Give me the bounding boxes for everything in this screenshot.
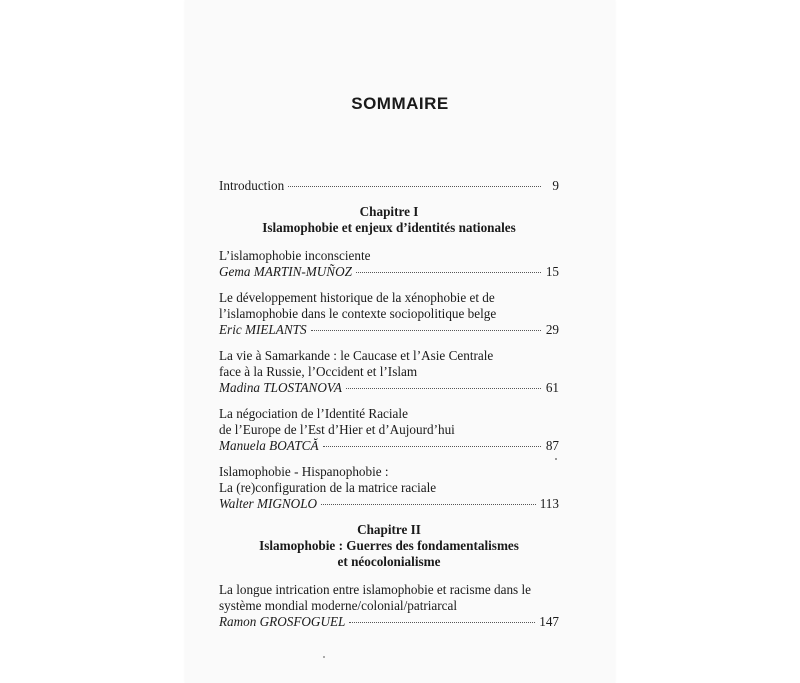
toc-entry-title: système mondial moderne/colonial/patriarcal [219,598,458,613]
toc-author-row [219,614,559,630]
page-title: SOMMAIRE [351,94,449,113]
chapter-subtitle: Islamophobie : Guerres des fondamentalismes [259,538,519,553]
dot-leader [356,272,541,273]
toc-page-number: 61 [545,380,559,395]
toc-author: Madina TLOSTANOVA [219,380,342,395]
dot-leader [349,622,535,623]
toc-entry [219,290,559,338]
toc-author: Eric MIELANTS [219,322,307,337]
toc-entry-title: de l’Europe de l’Est d’Hier et d’Aujourd’hui [219,422,455,437]
chapter-number: Chapitre I [359,204,419,219]
toc-entry-title: Introduction [219,178,285,193]
page-speck [323,656,325,658]
toc-author: Gema MARTIN-MUÑOZ [219,264,352,279]
toc-author: Ramon GROSFOGUEL [219,614,346,629]
chapter-subtitle: et néocolonialisme [337,554,441,569]
chapter-heading [219,522,559,570]
toc-entry [219,248,559,280]
toc-entry-title: L’islamophobie inconsciente [219,248,371,263]
toc-author-row [219,322,559,338]
table-of-contents [219,178,559,640]
chapters-container [219,204,559,630]
toc-author: Walter MIGNOLO [219,496,318,511]
toc-entry-title: La (re)configuration de la matrice raciale [219,480,437,495]
toc-entry [219,582,559,630]
toc-page-number: 147 [539,614,559,629]
toc-author-row [219,264,559,280]
toc-page-number: 113 [539,496,559,511]
dot-leader [321,504,536,505]
toc-page-number: 15 [545,264,559,279]
toc-entry [219,464,559,512]
chapter-heading [219,204,559,236]
toc-entry [219,348,559,396]
chapter-number: Chapitre II [357,522,421,537]
chapter-subtitle: Islamophobie et enjeux d’identités nationales [262,220,516,235]
toc-entry-title: l’islamophobie dans le contexte sociopolitique belge [219,306,497,321]
dot-leader [288,186,541,187]
toc-entry-title: La longue intrication entre islamophobie et racisme dans le [219,582,531,597]
toc-entry-title: La vie à Samarkande : le Caucase et l’Asie Centrale [219,348,494,363]
toc-entry [219,406,559,454]
toc-entry-title: face à la Russie, l’Occident et l’Islam [219,364,418,379]
toc-page-number: 9 [552,178,559,193]
dot-leader [323,446,541,447]
toc-entry-title: Islamophobie - Hispanophobie : [219,464,389,479]
toc-introduction [219,178,559,194]
dot-leader [311,330,541,331]
toc-page-number: 29 [545,322,559,337]
toc-author: Manuela BOATCĂ [219,438,319,453]
dot-leader [346,388,541,389]
toc-author-row [219,496,559,512]
toc-entry-title: La négociation de l’Identité Raciale [219,406,408,421]
toc-entry-title: Le développement historique de la xénophobie et de [219,290,495,305]
toc-author-row [219,380,559,396]
toc-page-number: 87 [545,438,559,453]
toc-author-row [219,438,559,454]
